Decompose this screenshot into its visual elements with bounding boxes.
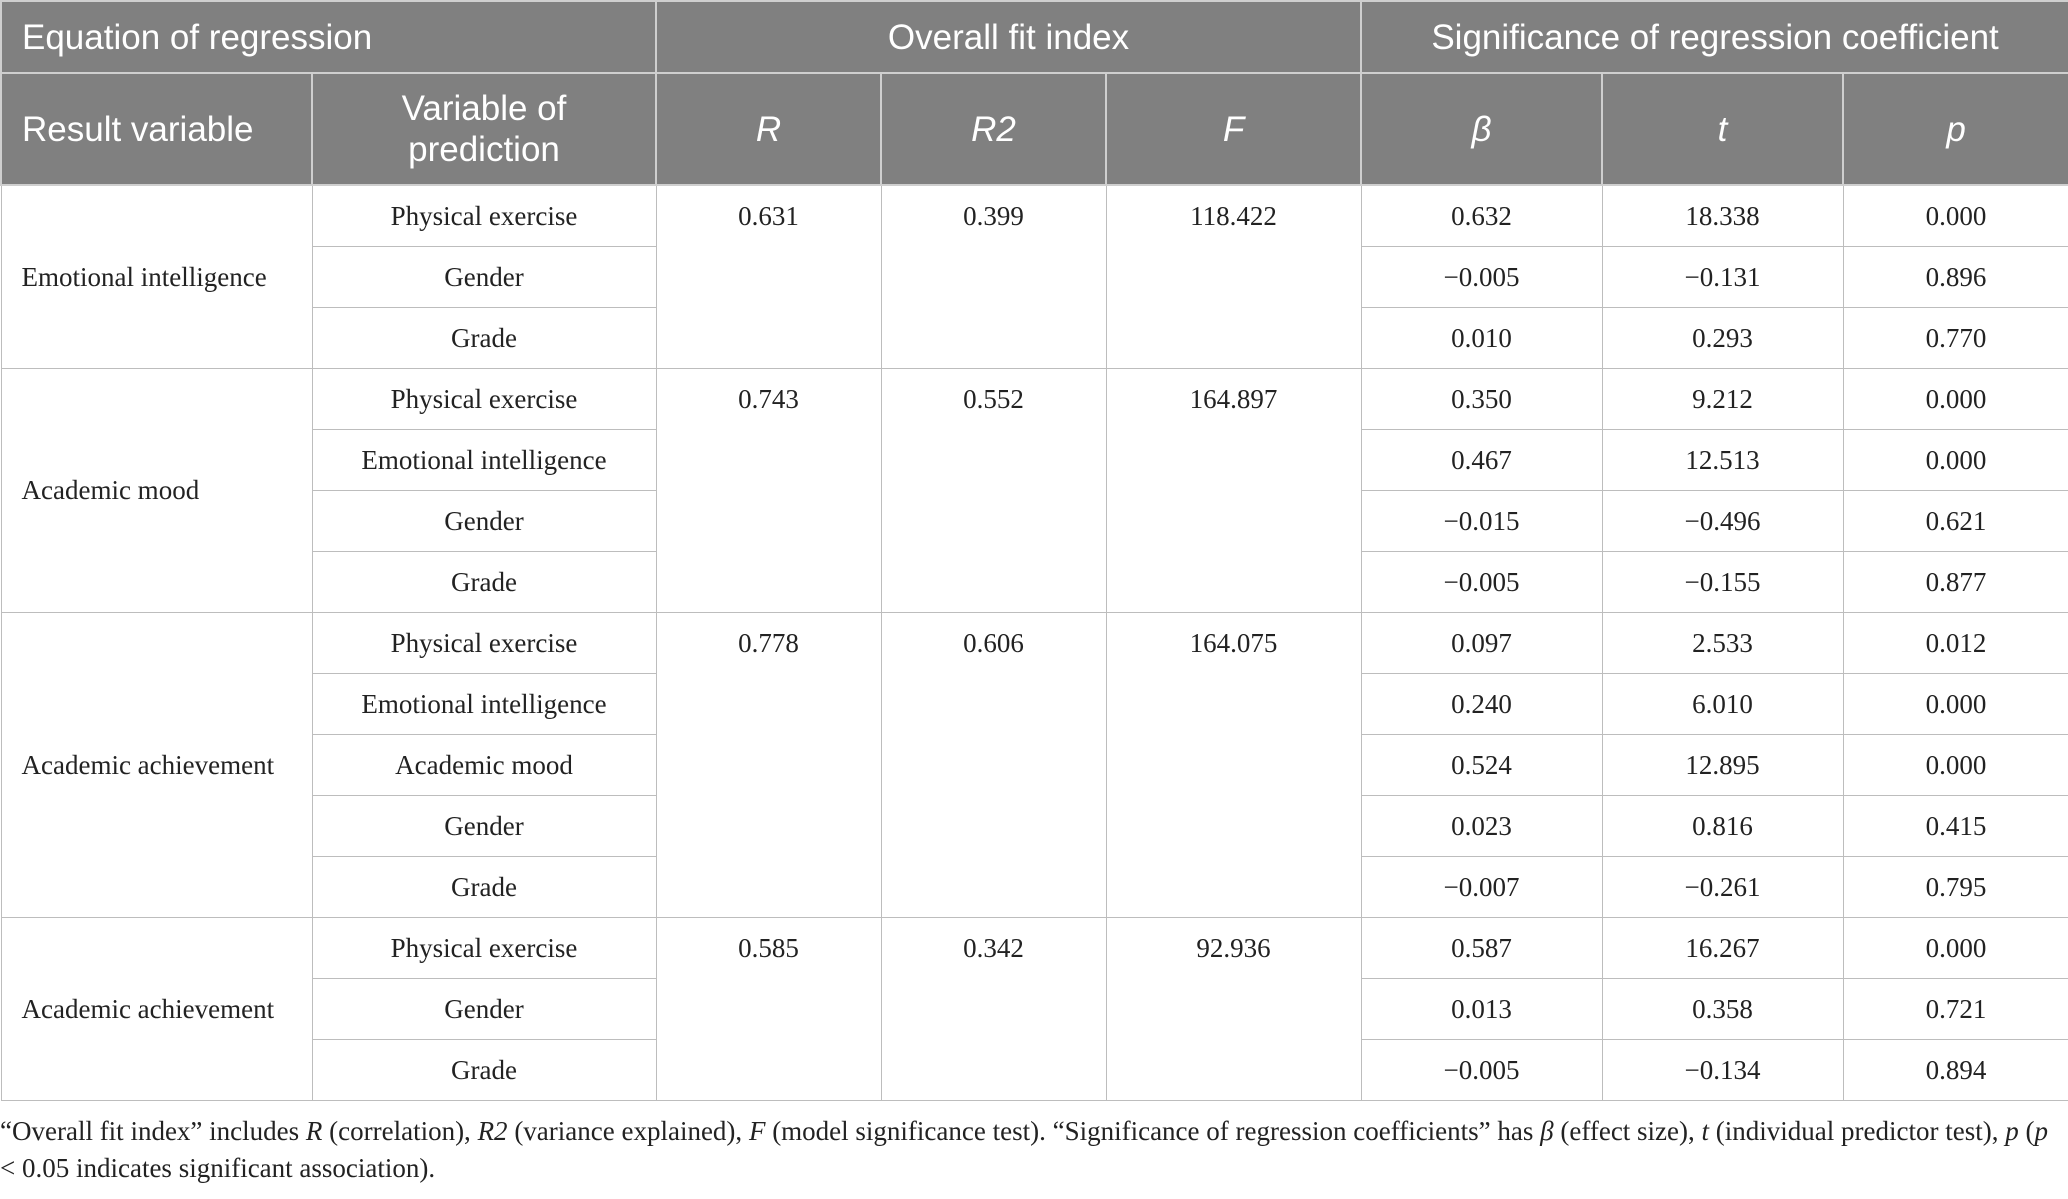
p-cell: 0.877 <box>1843 552 2068 613</box>
p-cell: 0.415 <box>1843 796 2068 857</box>
predictor-cell: Grade <box>312 857 656 918</box>
p-cell: 0.770 <box>1843 308 2068 369</box>
footnote-symbol-f: F <box>748 1116 766 1146</box>
beta-cell: 0.587 <box>1361 918 1602 979</box>
t-cell: −0.261 <box>1602 857 1843 918</box>
t-cell: 6.010 <box>1602 674 1843 735</box>
p-cell: 0.000 <box>1843 735 2068 796</box>
header-r2: R2 <box>881 73 1106 185</box>
table-header <box>1 1 2068 185</box>
predictor-cell: Emotional intelligence <box>312 430 656 491</box>
beta-cell: 0.350 <box>1361 369 1602 430</box>
footnote-symbol-p: p <box>2034 1116 2048 1146</box>
beta-cell: −0.005 <box>1361 1040 1602 1101</box>
predictor-cell: Academic mood <box>312 735 656 796</box>
footnote-text: (individual predictor test), <box>1709 1116 2006 1146</box>
predictor-cell: Gender <box>312 491 656 552</box>
predictor-cell: Gender <box>312 979 656 1040</box>
f-value-cell: 92.936 <box>1106 918 1361 1101</box>
header-variable-of-prediction: Variable of prediction <box>312 73 656 185</box>
p-cell: 0.896 <box>1843 247 2068 308</box>
table-row <box>1 918 2068 979</box>
p-cell: 0.012 <box>1843 613 2068 674</box>
beta-cell: 0.524 <box>1361 735 1602 796</box>
r-value-cell: 0.743 <box>656 369 881 613</box>
beta-cell: −0.005 <box>1361 247 1602 308</box>
footnote-text: (model significance test). “Significance of regression coefficients” has <box>765 1116 1541 1146</box>
predictor-cell: Physical exercise <box>312 918 656 979</box>
header-result-variable: Result variable <box>1 73 312 185</box>
predictor-cell: Physical exercise <box>312 613 656 674</box>
header-equation-of-regression: Equation of regression <box>1 1 656 73</box>
p-cell: 0.000 <box>1843 430 2068 491</box>
footnote-symbol-r2: R2 <box>477 1116 508 1146</box>
predictor-cell: Grade <box>312 1040 656 1101</box>
t-cell: 0.293 <box>1602 308 1843 369</box>
footnote-symbol-beta: β <box>1540 1116 1554 1146</box>
table-row <box>1 369 2068 430</box>
beta-cell: 0.023 <box>1361 796 1602 857</box>
beta-cell: 0.632 <box>1361 185 1602 247</box>
predictor-cell: Physical exercise <box>312 185 656 247</box>
t-cell: 0.358 <box>1602 979 1843 1040</box>
beta-cell: −0.015 <box>1361 491 1602 552</box>
beta-cell: 0.010 <box>1361 308 1602 369</box>
header-t: t <box>1602 73 1843 185</box>
t-cell: 9.212 <box>1602 369 1843 430</box>
t-cell: −0.131 <box>1602 247 1843 308</box>
header-significance-of-coefficient: Significance of regression coefficient <box>1361 1 2068 73</box>
t-cell: 12.513 <box>1602 430 1843 491</box>
footnote-text: ( <box>2018 1116 2035 1146</box>
p-cell: 0.000 <box>1843 185 2068 247</box>
beta-cell: 0.013 <box>1361 979 1602 1040</box>
t-cell: −0.134 <box>1602 1040 1843 1101</box>
predictor-cell: Grade <box>312 308 656 369</box>
footnote-text: (variance explained), <box>507 1116 749 1146</box>
t-cell: 12.895 <box>1602 735 1843 796</box>
p-cell: 0.000 <box>1843 674 2068 735</box>
p-cell: 0.621 <box>1843 491 2068 552</box>
t-cell: 16.267 <box>1602 918 1843 979</box>
r-value-cell: 0.778 <box>656 613 881 918</box>
r2-value-cell: 0.552 <box>881 369 1106 613</box>
footnote-text: (correlation), <box>322 1116 478 1146</box>
f-value-cell: 164.897 <box>1106 369 1361 613</box>
beta-cell: 0.240 <box>1361 674 1602 735</box>
f-value-cell: 118.422 <box>1106 185 1361 369</box>
p-cell: 0.795 <box>1843 857 2068 918</box>
header-r: R <box>656 73 881 185</box>
footnote-text: “Overall fit index” includes <box>0 1116 306 1146</box>
result-variable-cell: Academic achievement <box>1 613 312 918</box>
t-cell: 18.338 <box>1602 185 1843 247</box>
table-row <box>1 185 2068 247</box>
table-row <box>1 613 2068 674</box>
predictor-cell: Physical exercise <box>312 369 656 430</box>
beta-cell: 0.097 <box>1361 613 1602 674</box>
result-variable-cell: Academic mood <box>1 369 312 613</box>
p-cell: 0.721 <box>1843 979 2068 1040</box>
r-value-cell: 0.631 <box>656 185 881 369</box>
predictor-cell: Gender <box>312 247 656 308</box>
table-body <box>1 185 2068 1101</box>
t-cell: −0.155 <box>1602 552 1843 613</box>
footnote-symbol-t: t <box>1701 1116 1710 1146</box>
p-cell: 0.000 <box>1843 369 2068 430</box>
p-cell: 0.894 <box>1843 1040 2068 1101</box>
footnote-text: (effect size), <box>1553 1116 1702 1146</box>
header-p: p <box>1843 73 2068 185</box>
table-footnote <box>0 1113 2068 1187</box>
header-beta: β <box>1361 73 1602 185</box>
result-variable-cell: Academic achievement <box>1 918 312 1101</box>
p-cell: 0.000 <box>1843 918 2068 979</box>
beta-cell: −0.007 <box>1361 857 1602 918</box>
header-column-row <box>1 73 2068 185</box>
predictor-cell: Emotional intelligence <box>312 674 656 735</box>
r2-value-cell: 0.606 <box>881 613 1106 918</box>
predictor-cell: Gender <box>312 796 656 857</box>
result-variable-cell: Emotional intelligence <box>1 185 312 369</box>
footnote-symbol-r: R <box>305 1116 323 1146</box>
t-cell: 2.533 <box>1602 613 1843 674</box>
beta-cell: −0.005 <box>1361 552 1602 613</box>
r-value-cell: 0.585 <box>656 918 881 1101</box>
beta-cell: 0.467 <box>1361 430 1602 491</box>
header-group-row <box>1 1 2068 73</box>
header-f: F <box>1106 73 1361 185</box>
t-cell: 0.816 <box>1602 796 1843 857</box>
r2-value-cell: 0.399 <box>881 185 1106 369</box>
predictor-cell: Grade <box>312 552 656 613</box>
footnote-symbol-p: p <box>2005 1116 2019 1146</box>
header-overall-fit-index: Overall fit index <box>656 1 1361 73</box>
f-value-cell: 164.075 <box>1106 613 1361 918</box>
r2-value-cell: 0.342 <box>881 918 1106 1101</box>
t-cell: −0.496 <box>1602 491 1843 552</box>
footnote-text: < 0.05 indicates significant association). <box>0 1153 436 1183</box>
